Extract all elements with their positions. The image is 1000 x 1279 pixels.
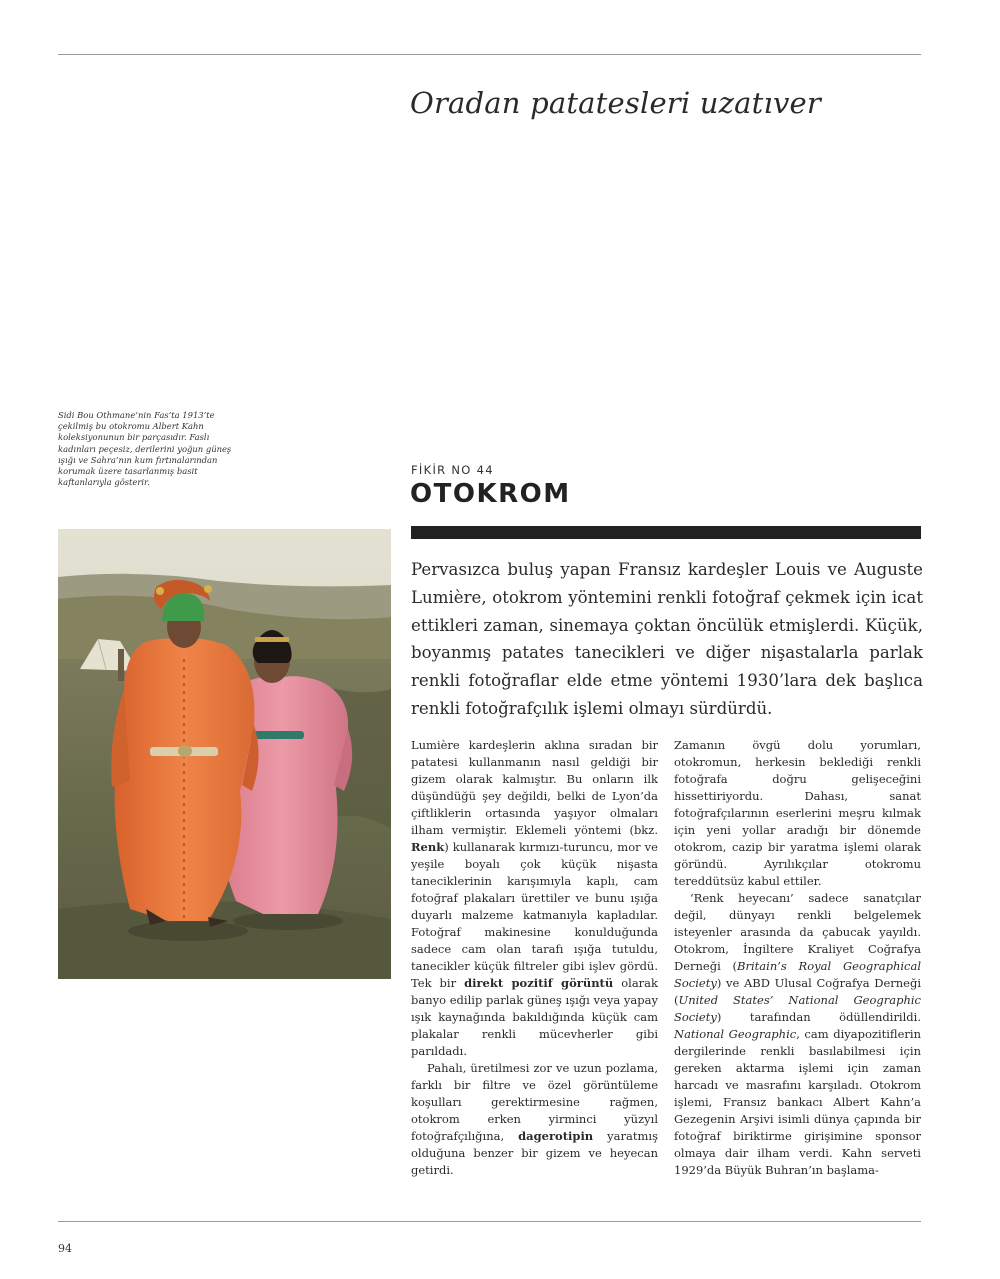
article-title: OTOKROM: [410, 479, 571, 509]
lead-text: Pervasızca buluş yapan Fransız kardeşler Louis ve Auguste Lumière, otokrom yöntemini renkli fotoğraf çekmek için icat ettikleri zaman, sinemaya çoktan öncülük etmişlerdi. Küçük, boyanmış patates tanecikleri ve diğer nişastalarla parlak renkli fotoğraflar elde etme yöntemi 1930’lara dek başlıca renkli fotoğrafçılık işlemi olmayı sürdürdü.: [411, 560, 923, 718]
idea-number: FİKİR NO 44: [411, 463, 494, 477]
body-paragraph: Zamanın övgü dolu yorumları, otokromun, herkesin beklediği renkli fotoğrafa doğru gelişeceğini hissettiriyordu. Dahası, sanat fotoğrafçılarının eserlerini meşru kılmak için yeni yollar aradığı bir dönemde otokrom, cazip bir yaratma işlemi olarak göründü. Ayrılıkçılar otokromu tereddütsüz kabul ettiler.: [674, 738, 921, 888]
cross-reference-renk: Renk: [411, 840, 445, 854]
body-paragraph: ‘Renk heyecanı’ sadece sanatçılar değil, dünyayı renkli belgelemek isteyenler arasında da çabucak yayıldı. Otokrom, İngiltere Kraliyet Coğrafya Derneği (Britain’s Royal Geographical Society) ve ABD Ulusal Coğrafya Derneği (United States’ National Geographic Society) tarafından ödüllendirildi. National Geographic, cam diyapozitiflerin dergilerinde renkli basılabilmesi için gereken aktarma işlemi için zaman harcadı ve masrafını karşıladı. Otokrom işlemi, Fransız bankacı Albert Kahn’a Gezegenin Arşivi isimli dünya çapında bir fotoğraf biriktirme girişimine sponsor olmaya dair ilham verdi. Kahn serveti 1929’da Büyük Buhran’ın başlama-: [674, 891, 921, 1177]
autochrome-photo: [58, 529, 391, 979]
body-paragraph: Lumière kardeşlerin aklına sıradan bir patatesi kullanmanın nasıl geldiği bir gizem olarak kalmıştır. Bu onların ilk düşündüğü şey değildi, belki de Lyon’da çiftliklerin ortasında yaşıyor olmaları ilham vermiştir. Eklemeli yöntemi (bkz. Renk) kullanarak kırmızı-turuncu, mor ve yeşile boyalı çok küçük nişasta taneciklerinin karışımıyla kaplı, cam fotoğraf plakaları ürettiler ve bunu ışığa duyarlı malzeme katmanıyla kapladılar. Fotoğraf makinesine konulduğunda sadece cam olan tarafı ışığa tutuldu, tanecikler küçük filtreler gibi işlev gördü. Tek bir direkt pozitif görüntü olarak banyo edilip parlak güneş ışığı veya yapay ışık kaynağında bakıldığında küçük cam plakalar renkli mücevherler gibi parıldadı.: [411, 738, 659, 1058]
title-bar-divider: [411, 526, 921, 539]
body-column-right: [674, 737, 921, 1179]
lead-paragraph: [411, 556, 923, 723]
cross-reference-direkt-pozitif: direkt pozitif görüntü: [464, 976, 614, 990]
bottom-rule: [58, 1221, 921, 1222]
moroccan-women-photo-illustration: [58, 529, 391, 979]
body-paragraph: Pahalı, üretilmesi zor ve uzun pozlama, farklı bir filtre ve özel görüntüleme koşulları gerektirmesine rağmen, otokrom erken yirminci yüzyıl fotoğrafçılığına, dagerotipin yaratmış olduğuna benzer bir gizem ve heyecan getirdi.: [411, 1061, 658, 1177]
photo-caption: Sidi Bou Othmane’nin Fas’ta 1913’te çekilmiş bu otokromu Albert Kahn koleksiyonunun bir parçasıdır. Faslı kadınları peçesiz, derilerini yoğun güneş ışığı ve Sahra’nın kum fırtınalarından korumak üzere tasarlanmış basit kaftanlarıyla gösterir.: [58, 410, 232, 488]
body-column-left: [411, 737, 658, 1179]
top-rule: [58, 54, 921, 55]
section-quote: Oradan patatesleri uzatıver: [410, 86, 821, 120]
cross-reference-dagerotip: dagerotipin: [518, 1129, 594, 1143]
page-number: 94: [58, 1242, 72, 1255]
